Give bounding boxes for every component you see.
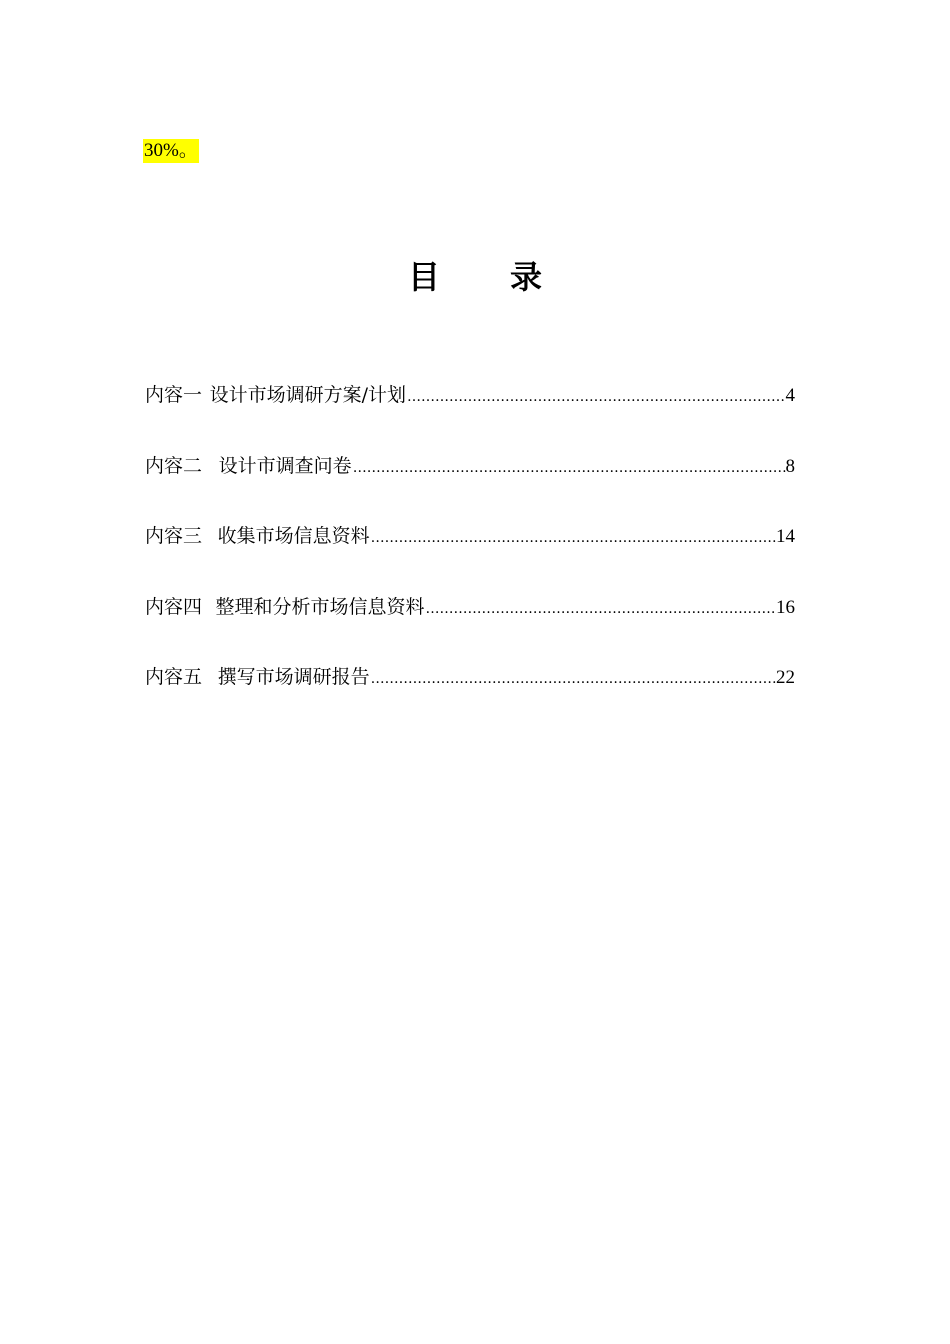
toc-entry-text: 设计市调查问卷: [218, 454, 352, 477]
toc-entry-page: 16: [776, 596, 795, 618]
toc-entry-text: 撰写市场调研报告: [217, 666, 370, 688]
toc-title-char-2: 录: [510, 258, 543, 296]
toc-entry-label: 内容五: [145, 666, 203, 688]
toc-entry-page: 4: [785, 385, 795, 406]
toc-entry[interactable]: [145, 521, 795, 592]
toc-dot-leader: [370, 523, 776, 553]
toc-entry-text: 整理和分析市场信息资料: [215, 595, 425, 618]
toc-entry-text: 设计市场调研方案/计划: [209, 384, 406, 406]
toc-entry-page: 14: [776, 526, 795, 547]
toc-dot-leader: [425, 594, 776, 624]
toc-list: [145, 380, 795, 733]
toc-entry-label: 内容三: [145, 525, 203, 547]
toc-entry[interactable]: [145, 662, 795, 733]
toc-entry-page: 8: [785, 455, 795, 477]
toc-entry-label: 内容二: [145, 454, 203, 477]
toc-entry[interactable]: [145, 451, 795, 522]
highlighted-fragment: 30%。: [144, 140, 198, 161]
toc-entry-page: 22: [776, 667, 795, 688]
toc-title: [0, 256, 950, 298]
toc-dot-leader: [406, 382, 786, 412]
toc-dot-leader: [352, 453, 786, 483]
toc-entry-label: 内容四: [145, 595, 203, 618]
toc-entry[interactable]: [145, 592, 795, 663]
toc-dot-leader: [370, 664, 776, 694]
toc-entry[interactable]: [145, 380, 795, 451]
toc-entry-text: 收集市场信息资料: [217, 525, 370, 547]
toc-title-char-1: 目: [407, 258, 440, 296]
toc-entry-label: 内容一: [145, 384, 203, 406]
